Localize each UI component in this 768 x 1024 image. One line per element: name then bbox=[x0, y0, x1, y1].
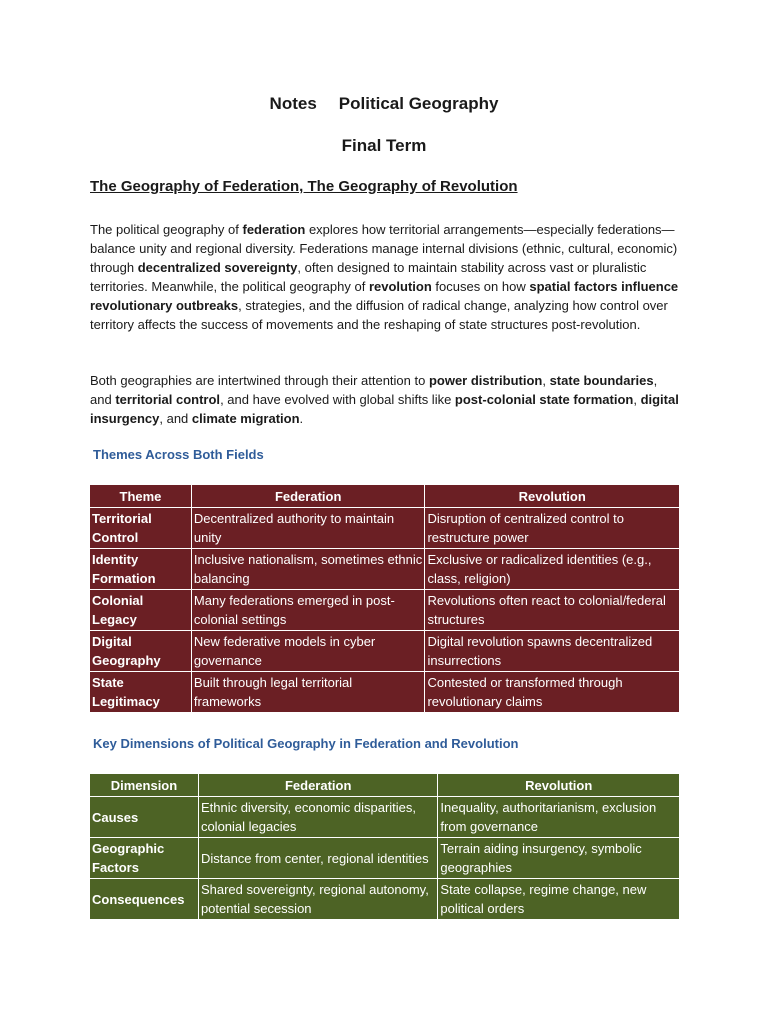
text-run: , often designed to maintain stability across vast or pluralistic territories. Meanwhile, the political geography of bbox=[90, 260, 647, 294]
bold-term: power distribution bbox=[428, 373, 543, 388]
bold-term: climate migration bbox=[191, 411, 300, 426]
text-run: , and have evolved with global shifts like bbox=[220, 392, 455, 407]
dimensions-value-cell: Shared sovereignty, regional autonomy, potential secession bbox=[198, 879, 437, 920]
notes-label: Notes bbox=[269, 94, 317, 113]
text-run: The political geography of bbox=[90, 222, 243, 237]
themes-value-cell: Exclusive or radicalized identities (e.g., class, religion) bbox=[425, 549, 680, 590]
table-row bbox=[90, 838, 680, 879]
bold-term: territorial control bbox=[115, 392, 221, 407]
table-row bbox=[90, 508, 680, 549]
themes-header-row bbox=[90, 485, 680, 508]
themes-header-cell: Theme bbox=[90, 485, 192, 508]
dimensions-table bbox=[89, 773, 680, 920]
themes-value-cell: Contested or transformed through revolutionary claims bbox=[425, 672, 680, 713]
table-row bbox=[90, 672, 680, 713]
themes-value-cell: Built through legal territorial frameworks bbox=[191, 672, 425, 713]
text-run: , and bbox=[159, 411, 192, 426]
bold-term: spatial factors influence revolutionary outbreaks bbox=[90, 279, 679, 313]
table-row bbox=[90, 549, 680, 590]
table-row bbox=[90, 590, 680, 631]
bold-term: federation bbox=[242, 222, 306, 237]
themes-label-cell: Territorial Control bbox=[90, 508, 192, 549]
text-run: , strategies, and the diffusion of radical change, analyzing how control over territory affects the success of movements and the reshaping of state structures post-revolution. bbox=[90, 298, 668, 332]
themes-value-cell: Many federations emerged in post-colonial settings bbox=[191, 590, 425, 631]
bold-term: digital insurgency bbox=[90, 392, 679, 426]
text-run: , bbox=[633, 392, 641, 407]
dimensions-title: Key Dimensions of Political Geography in Federation and Revolution bbox=[93, 736, 519, 751]
dimensions-value-cell: Ethnic diversity, economic disparities, colonial legacies bbox=[198, 797, 437, 838]
dimensions-label-cell: Causes bbox=[90, 797, 199, 838]
text-run: Both geographies are intertwined through their attention to bbox=[90, 373, 429, 388]
table-row bbox=[90, 631, 680, 672]
themes-header-cell: Federation bbox=[191, 485, 425, 508]
intro-paragraph bbox=[90, 220, 680, 334]
dimensions-value-cell: Terrain aiding insurgency, symbolic geographies bbox=[438, 838, 680, 879]
dimensions-value-cell: State collapse, regime change, new political orders bbox=[438, 879, 680, 920]
themes-label-cell: Identity Formation bbox=[90, 549, 192, 590]
text-run: , and bbox=[90, 373, 658, 407]
themes-label-cell: State Legitimacy bbox=[90, 672, 192, 713]
dimensions-header-row bbox=[90, 774, 680, 797]
dimensions-value-cell: Distance from center, regional identities bbox=[198, 838, 437, 879]
text-run: focuses on how bbox=[431, 279, 530, 294]
doc-title bbox=[0, 94, 768, 114]
text-run: explores how territorial arrangements—especially federations—balance unity and regional diversity. Federations manage internal divisions (ethnic, cultural, economic) through bbox=[90, 222, 678, 275]
term-label: Final Term bbox=[341, 136, 427, 155]
dimensions-header-cell: Revolution bbox=[438, 774, 680, 797]
themes-label-cell: Colonial Legacy bbox=[90, 590, 192, 631]
bold-term: post-colonial state formation bbox=[454, 392, 634, 407]
dimensions-header-cell: Dimension bbox=[90, 774, 199, 797]
themes-value-cell: Decentralized authority to maintain unity bbox=[191, 508, 425, 549]
text-run: . bbox=[299, 411, 304, 426]
bold-term: decentralized sovereignty bbox=[137, 260, 298, 275]
table-row bbox=[90, 797, 680, 838]
section-heading: The Geography of Federation, The Geography of Revolution bbox=[90, 178, 518, 195]
dimensions-label-cell: Geographic Factors bbox=[90, 838, 199, 879]
dimensions-header-cell: Federation bbox=[198, 774, 437, 797]
themes-value-cell: New federative models in cyber governance bbox=[191, 631, 425, 672]
themes-title: Themes Across Both Fields bbox=[93, 447, 264, 462]
text-run: , bbox=[542, 373, 550, 388]
themes-value-cell: Inclusive nationalism, sometimes ethnic balancing bbox=[191, 549, 425, 590]
bold-term: state boundaries bbox=[549, 373, 654, 388]
themes-value-cell: Revolutions often react to colonial/federal structures bbox=[425, 590, 680, 631]
themes-value-cell: Disruption of centralized control to restructure power bbox=[425, 508, 680, 549]
table-row bbox=[90, 879, 680, 920]
themes-header-cell: Revolution bbox=[425, 485, 680, 508]
themes-label-cell: Digital Geography bbox=[90, 631, 192, 672]
bold-term: revolution bbox=[368, 279, 432, 294]
second-paragraph bbox=[90, 371, 680, 428]
subject-label: Political Geography bbox=[338, 94, 499, 113]
themes-table bbox=[89, 484, 680, 713]
dimensions-label-cell: Consequences bbox=[90, 879, 199, 920]
themes-value-cell: Digital revolution spawns decentralized insurrections bbox=[425, 631, 680, 672]
dimensions-value-cell: Inequality, authoritarianism, exclusion from governance bbox=[438, 797, 680, 838]
